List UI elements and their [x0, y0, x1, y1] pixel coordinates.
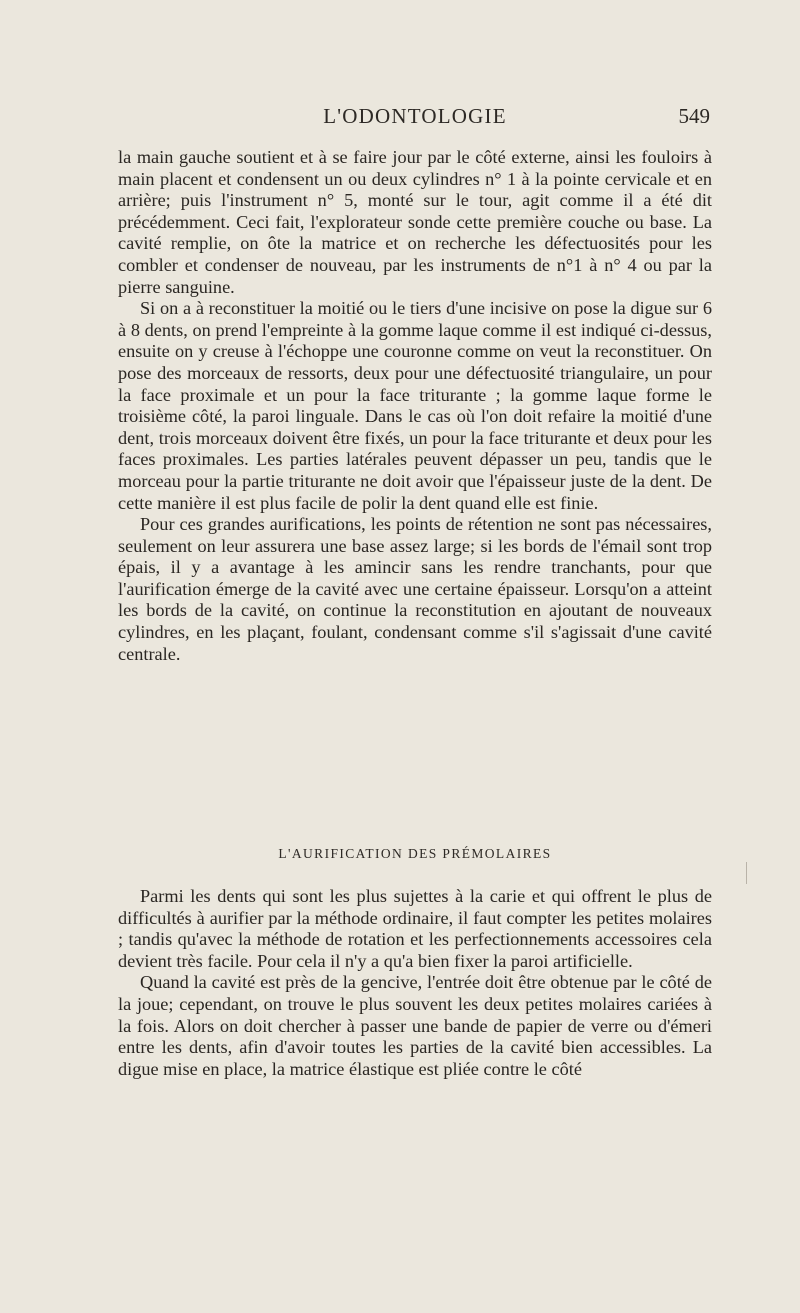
running-title: L'ODONTOLOGIE — [323, 104, 507, 128]
paragraph-continued: la main gauche soutient et à se faire jour par le côté externe, ainsi les fouloirs à main placent et condensent un ou deux cylindres n° 1 à la pointe cervicale et en arrière; puis l'instrument n° 5, monté sur le tour, agit comme il a été dit précédemment. Ceci fait, l'explorateur sonde cette première couche ou base. La cavité remplie, on ôte la matrice et on recherche les défectuosités pour les combler et condenser de nouveau, par les instruments de n°1 à n° 4 ou par la pierre sanguine. — [118, 147, 712, 297]
section-heading: L'AURIFICATION DES PRÉMOLAIRES — [278, 846, 552, 861]
paragraph-cavity-near-gum: Quand la cavité est près de la gencive, l'entrée doit être obtenue par le côté de la joue; cependant, on trouve le plus souvent les deux petites molaires cariées à la fois. Alors on doit chercher à passer une bande de papier de verre ou d'émeri entre les dents, afin d'avoir toutes les parties de la cavité bien accessibles. La digue mise en place, la matrice élastique est pliée contre le côté — [118, 972, 712, 1079]
margin-mark — [746, 862, 747, 884]
running-head — [118, 104, 712, 134]
body-text-section-2 — [118, 886, 712, 1080]
paragraph-large-aurifications: Pour ces grandes aurifications, les points de rétention ne sont pas nécessaires, seulement on leur assurera une base assez large; si les bords de l'émail sont trop épais, il y a avantage à les amincir sans les rendre tranchants, pour que l'aurification émerge de la cavité avec une certaine épaisseur. Lorsqu'on a atteint les bords de la cavité, on continue la reconstitution en ajoutant de nouveaux cylindres, en les plaçant, foulant, condensant comme s'il s'agissait d'une cavité centrale. — [118, 514, 712, 664]
body-text-section-1 — [118, 147, 712, 665]
page-number: 549 — [678, 104, 710, 128]
paragraph-incisive-reconstruction: Si on a à reconstituer la moitié ou le tiers d'une incisive on pose la digue sur 6 à 8 dents, on prend l'empreinte à la gomme laque comme il est indiqué ci-dessus, ensuite on y creuse à l'échoppe une couronne comme on veut la reconstituer. On pose des morceaux de ressorts, deux pour une défectuosité triangulaire, un pour la face proximale et un pour la face triturante ; la gomme laque forme le troisième côté, la paroi linguale. Dans le cas où l'on doit refaire la moitié d'une dent, trois morceaux doivent être fixés, un pour la face triturante et deux pour les faces proximales. Les parties latérales peuvent dépasser un peu, tandis que le morceau pour la partie triturante ne doit avoir que l'épaisseur juste de la dent. De cette manière il est plus facile de polir la dent quand elle est finie. — [118, 298, 712, 513]
paragraph-premolars-intro: Parmi les dents qui sont les plus sujettes à la carie et qui offrent le plus de difficultés à aurifier par la méthode ordinaire, il faut compter les petites molaires ; tandis qu'avec la méthode de rotation et les perfectionnements accessoires cela devient très facile. Pour cela il n'y a qu'a bien fixer la paroi artificielle. — [118, 886, 712, 971]
